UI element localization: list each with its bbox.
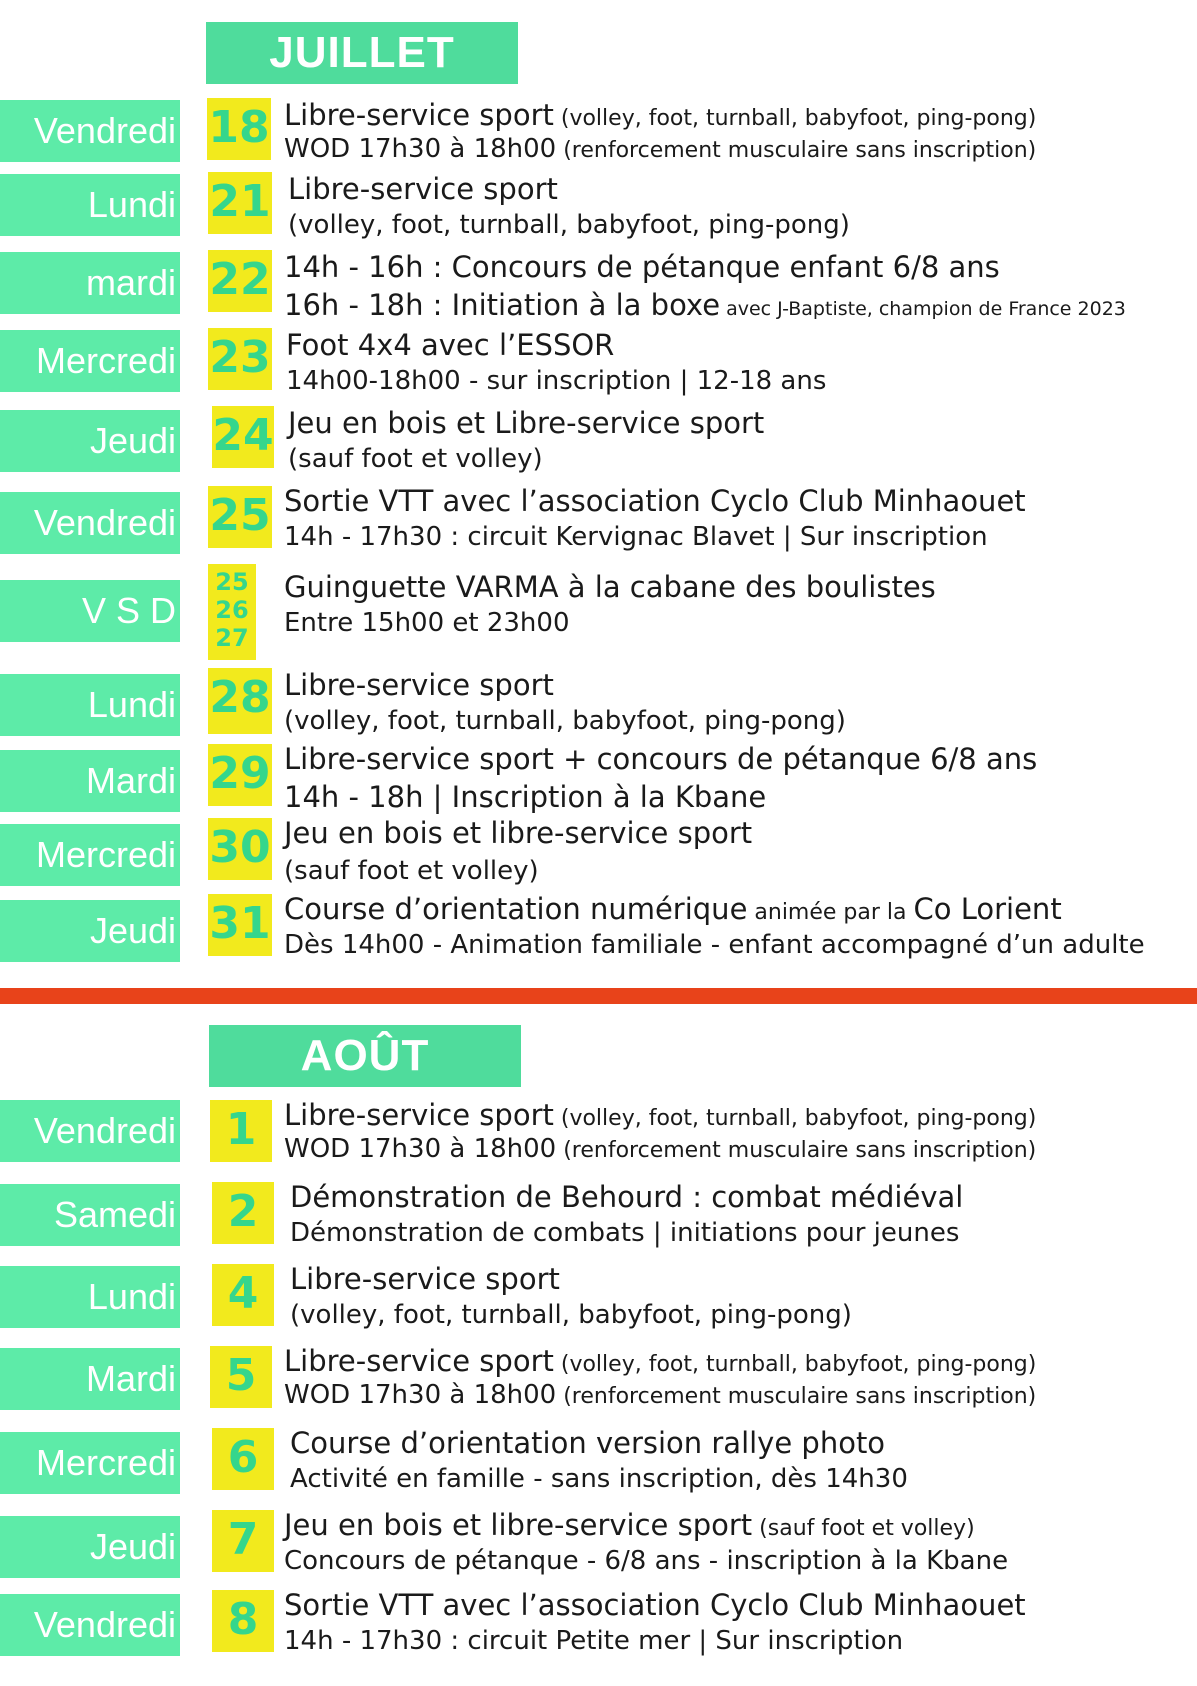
event-detail: (sauf foot et volley)	[288, 444, 543, 474]
day-label: Jeudi	[0, 1516, 180, 1578]
day-label: Jeudi	[0, 410, 180, 472]
event-row	[0, 1098, 1197, 1164]
event-row	[0, 742, 1197, 814]
day-label: Mercredi	[0, 1432, 180, 1494]
event-detail: Concours de pétanque - 6/8 ans - inscription à la Kbane	[284, 1546, 1009, 1576]
event-row	[0, 1344, 1197, 1410]
event-detail: WOD 17h30 à 18h00 (renforcement musculaire sans inscription)	[284, 134, 1037, 164]
event-detail: Entre 15h00 et 23h00	[284, 608, 570, 638]
day-label: Samedi	[0, 1184, 180, 1246]
event-row	[0, 1262, 1197, 1328]
event-detail: (volley, foot, turnball, babyfoot, ping-pong)	[290, 1300, 852, 1330]
day-label: Vendredi	[0, 1594, 180, 1656]
event-row	[0, 1508, 1197, 1574]
date-badge: 30	[208, 818, 272, 880]
day-label: Mardi	[0, 1348, 180, 1410]
date-badge: 1	[210, 1100, 272, 1162]
section-divider	[0, 988, 1197, 1004]
event-title: Libre-service sport + concours de pétanque 6/8 ans	[284, 742, 1038, 776]
day-label: Mercredi	[0, 824, 180, 886]
day-label: Vendredi	[0, 1100, 180, 1162]
event-title: Course d’orientation numérique animée par la Co Lorient	[284, 892, 1062, 926]
month-title-aout: AOÛT	[209, 1025, 521, 1087]
event-title: Libre-service sport (volley, foot, turnball, babyfoot, ping-pong)	[284, 1344, 1037, 1378]
day-label: Mercredi	[0, 330, 180, 392]
event-title: Guinguette VARMA à la cabane des boulistes	[284, 570, 936, 604]
event-title: Libre-service sport (volley, foot, turnball, babyfoot, ping-pong)	[284, 98, 1037, 132]
event-row	[0, 328, 1197, 394]
date-badge: 6	[212, 1428, 274, 1490]
event-row	[0, 172, 1197, 238]
date-badge: 8	[212, 1590, 274, 1652]
date-badge: 21	[208, 172, 272, 234]
event-row	[0, 1426, 1197, 1492]
day-label: Lundi	[0, 174, 180, 236]
date-badge: 25	[208, 486, 272, 548]
event-title: Jeu en bois et libre-service sport	[284, 816, 753, 850]
day-label: Lundi	[0, 1266, 180, 1328]
event-title: 14h - 16h : Concours de pétanque enfant 6/8 ans	[284, 250, 1000, 284]
event-row	[0, 98, 1197, 164]
date-badge: 23	[208, 328, 272, 390]
day-label: mardi	[0, 252, 180, 314]
date-badge: 2	[212, 1182, 274, 1244]
event-title: Libre-service sport (volley, foot, turnball, babyfoot, ping-pong)	[284, 1098, 1037, 1132]
date-badge: 4	[212, 1264, 274, 1326]
event-row	[0, 892, 1197, 958]
event-title: Jeu en bois et Libre-service sport	[288, 406, 765, 440]
event-detail: 16h - 18h : Initiation à la boxe avec J-Baptiste, champion de France 2023	[284, 288, 1126, 322]
event-detail: Démonstration de combats | initiations pour jeunes	[290, 1218, 960, 1248]
event-detail: 14h - 17h30 : circuit Kervignac Blavet | Sur inscription	[284, 522, 988, 552]
event-row	[0, 250, 1197, 322]
event-detail: WOD 17h30 à 18h00 (renforcement musculaire sans inscription)	[284, 1134, 1037, 1164]
event-title: Sortie VTT avec l’association Cyclo Club Minhaouet	[284, 484, 1026, 518]
event-title: Course d’orientation version rallye photo	[290, 1426, 886, 1460]
date-badge: 24	[212, 406, 274, 468]
event-detail: Dès 14h00 - Animation familiale - enfant accompagné d’un adulte	[284, 930, 1145, 960]
event-row	[0, 406, 1197, 472]
event-row	[0, 484, 1197, 550]
date-badge: 7	[212, 1510, 274, 1572]
event-detail: 14h - 17h30 : circuit Petite mer | Sur inscription	[284, 1626, 904, 1656]
date-badge: 18	[207, 98, 271, 160]
event-detail: (sauf foot et volley)	[284, 856, 539, 886]
event-detail: Activité en famille - sans inscription, dès 14h30	[290, 1464, 908, 1494]
event-row	[0, 564, 1197, 660]
event-title: Foot 4x4 avec l’ESSOR	[286, 328, 615, 362]
event-detail: 14h00-18h00 - sur inscription | 12-18 ans	[286, 366, 827, 396]
day-label: Mardi	[0, 750, 180, 812]
month-title-juillet: JUILLET	[206, 22, 518, 84]
event-detail: (volley, foot, turnball, babyfoot, ping-pong)	[288, 210, 850, 240]
day-label: Vendredi	[0, 492, 180, 554]
event-detail: (volley, foot, turnball, babyfoot, ping-pong)	[284, 706, 846, 736]
event-title: Libre-service sport	[288, 172, 558, 206]
event-row	[0, 1588, 1197, 1654]
event-detail: WOD 17h30 à 18h00 (renforcement musculaire sans inscription)	[284, 1380, 1037, 1410]
date-badge-multi: 25 26 27	[208, 564, 256, 660]
event-title: Démonstration de Behourd : combat médiéval	[290, 1180, 964, 1214]
day-label: V S D	[0, 580, 180, 642]
event-title: Libre-service sport	[284, 668, 554, 702]
date-badge: 22	[208, 250, 272, 312]
day-label: Jeudi	[0, 900, 180, 962]
date-badge: 28	[208, 668, 272, 734]
event-detail: 14h - 18h | Inscription à la Kbane	[284, 780, 767, 814]
date-badge: 5	[210, 1346, 272, 1408]
day-label: Vendredi	[0, 100, 180, 162]
event-row	[0, 1180, 1197, 1246]
event-title: Libre-service sport	[290, 1262, 560, 1296]
day-label: Lundi	[0, 674, 180, 736]
event-title: Jeu en bois et libre-service sport (sauf foot et volley)	[284, 1508, 975, 1542]
event-title: Sortie VTT avec l’association Cyclo Club Minhaouet	[284, 1588, 1026, 1622]
event-row	[0, 668, 1197, 734]
date-badge: 31	[208, 894, 272, 956]
event-row	[0, 816, 1197, 886]
date-badge: 29	[208, 744, 272, 806]
